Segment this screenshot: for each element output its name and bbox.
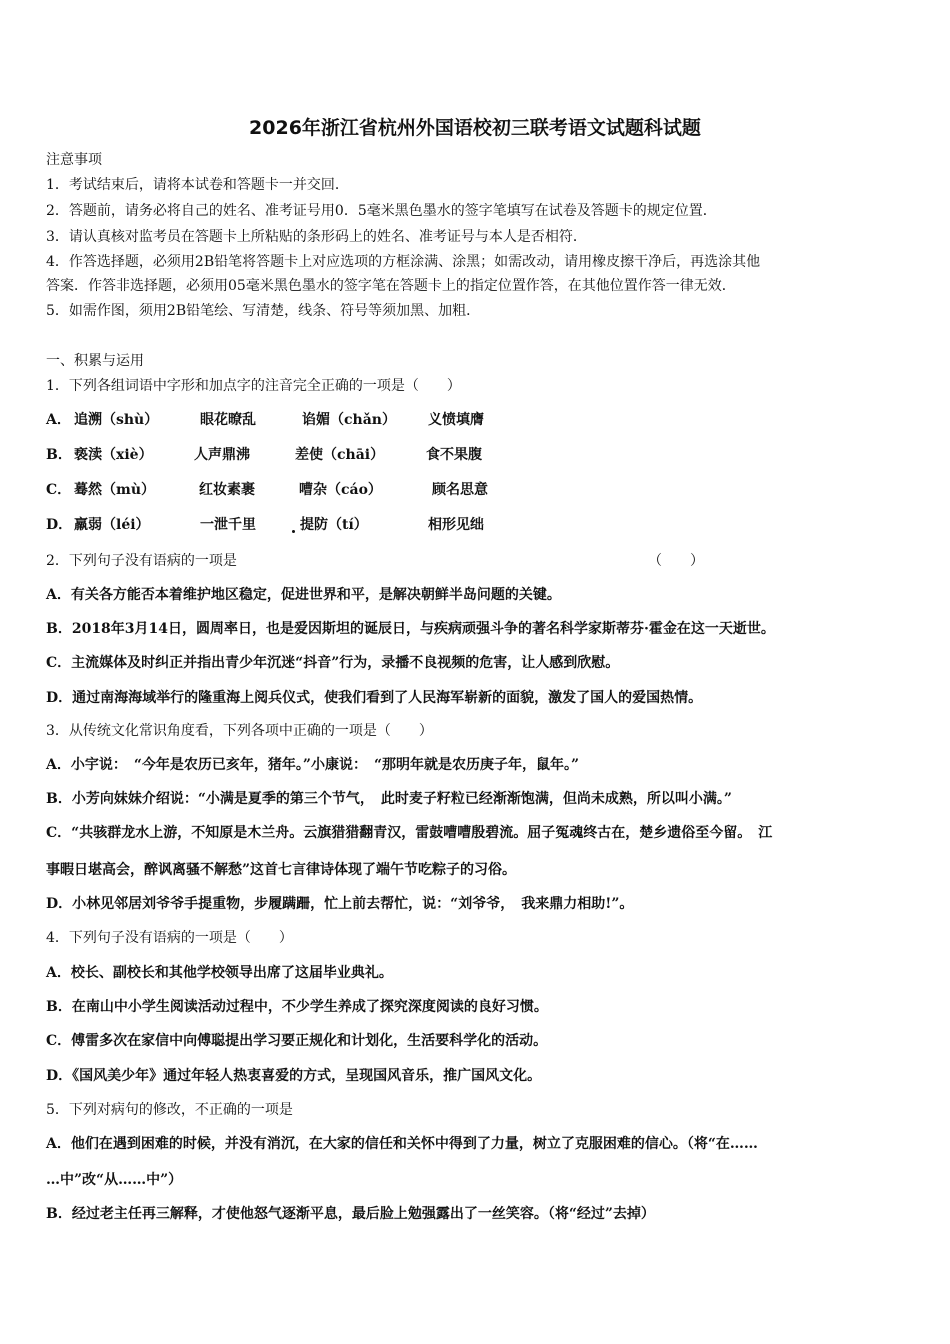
q2-option-c: C．主流媒体及时纠正并指出青少年沉迷“抖音”行为，录播不良视频的危害，让人感到欣慰。 [46,655,620,671]
notice-item-2: 2．答题前，请务必将自己的姓名、准考证号用0．5毫米黑色墨水的签字笔填写在试卷及答题卡的规定位置． [46,203,717,219]
q4-option-b: B．在南山中小学生阅读活动过程中，不少学生养成了探究深度阅读的良好习惯。 [46,999,548,1015]
notice-item-4: 4．作答选择题，必须用2B铅笔将答题卡上对应选项的方框涂满、涂黑；如需改动，请用橡皮擦干净后，再选涂其他 [46,254,761,270]
notice-item-4-cont: 答案．作答非选择题，必须用05毫米黑色墨水的签字笔在答题卡上的指定位置作答，在其他位置作答一律无效． [46,278,736,294]
q2-option-b: B．2018年3月14日，圆周率日，也是爱因斯坦的诞辰日，与疾病顽强斗争的著名科学家斯蒂芬·霍金在这一天逝世。 [46,621,775,637]
q1-option-word: 一泄千里 [200,517,256,533]
q1-option-word: 相形见绌 [428,517,484,533]
q4-stem: 4．下列句子没有语病的一项是（ ） [46,930,293,946]
q3-option-d: D．小林见邻居刘爷爷手提重物，步履蹒跚，忙上前去帮忙，说：“刘爷爷， 我来鼎力相助!”。 [46,896,634,912]
emphasis-dot [292,530,295,533]
q3-option-b: B．小芳向妹妹介绍说：“小满是夏季的第三个节气， 此时麦子籽粒已经渐渐饱满，但尚未成熟，所以叫小满。” [46,791,732,807]
q1-option-word: 义愤填膺 [428,412,484,428]
q1-option-word: 嘈杂（cáo） [299,482,382,498]
q2-answer-paren: （ ） [648,553,704,569]
q5-option-b: B．经过老主任再三解释，才使他怒气逐渐平息，最后脸上勉强露出了一丝笑容。（将“经过”去掉） [46,1206,655,1222]
q1-option-word: 红妆素裹 [199,482,255,498]
q1-option-word: 顾名思意 [432,482,488,498]
q1-option-word: 差使（chāi） [295,447,385,463]
q1-option-word: 人声鼎沸 [194,447,250,463]
q2-stem: 2．下列句子没有语病的一项是 [46,553,237,569]
q2-option-a: A．有关各方能否本着维护地区稳定，促进世界和平，是解决朝鲜半岛问题的关键。 [46,587,561,603]
q1-option-word: 亵渎（xiè） [74,447,153,463]
q1-option-word: 提防（tí） [300,517,368,533]
q4-option-d: D．《国风美少年》通过年轻人热衷喜爱的方式，呈现国风音乐，推广国风文化。 [46,1068,542,1084]
q1-option-label: C． [46,482,72,498]
q5-option-a-cont: …中”改“从……中”） [46,1172,183,1188]
q1-stem: 1．下列各组词语中字形和加点字的注音完全正确的一项是（ ） [46,378,461,394]
notice-heading: 注意事项 [46,152,102,168]
q4-option-a: A．校长、副校长和其他学校领导出席了这届毕业典礼。 [46,965,393,981]
q3-option-c-cont: 事暇日堪高会，醉讽离骚不解愁”这首七言律诗体现了端午节吃粽子的习俗。 [46,862,517,878]
q1-option-word: 谄媚（chǎn） [302,412,396,428]
notice-item-3: 3．请认真核对监考员在答题卡上所粘贴的条形码上的姓名、准考证号与本人是否相符． [46,229,587,245]
page-title: 2026年浙江省杭州外国语校初三联考语文试题科试题 [249,117,701,139]
notice-item-5: 5．如需作图，须用2B铅笔绘、写清楚，线条、符号等须加黑、加粗． [46,303,481,319]
q1-option-label: B． [46,447,72,463]
q2-option-d: D．通过南海海域举行的隆重海上阅兵仪式，使我们看到了人民海军崭新的面貌，激发了国人的爱国热情。 [46,690,703,706]
q3-option-a: A．小宇说： “今年是农历已亥年，猪年。”小康说： “那明年就是农历庚子年，鼠年。” [46,757,580,773]
q1-option-word: 食不果腹 [426,447,482,463]
q5-stem: 5．下列对病句的修改，不正确的一项是 [46,1102,293,1118]
q3-stem: 3．从传统文化常识角度看，下列各项中正确的一项是（ ） [46,723,433,739]
q1-option-word: 羸弱（léi） [74,517,150,533]
q1-option-word: 追溯（shù） [74,412,159,428]
q1-option-label: D． [46,517,73,533]
q4-option-c: C．傅雷多次在家信中向傅聪提出学习要正规化和计划化，生活要科学化的活动。 [46,1033,548,1049]
q1-option-word: 蓦然（mù） [74,482,155,498]
q1-option-label: A． [46,412,71,428]
q1-option-word: 眼花暸乱 [200,412,256,428]
q3-option-c: C．“共骇群龙水上游，不知原是木兰舟。云旗猎猎翻青汉，雷鼓嘈嘈殷碧流。屈子冤魂终古在，楚乡遗俗至今留。 江 [46,825,773,841]
notice-item-1: 1．考试结束后，请将本试卷和答题卡一并交回． [46,177,349,193]
section-heading: 一、积累与运用 [46,353,144,369]
q5-option-a: A．他们在遇到困难的时候，并没有消沉，在大家的信任和关怀中得到了力量，树立了克服困难的信心。（将“在…… [46,1136,758,1152]
